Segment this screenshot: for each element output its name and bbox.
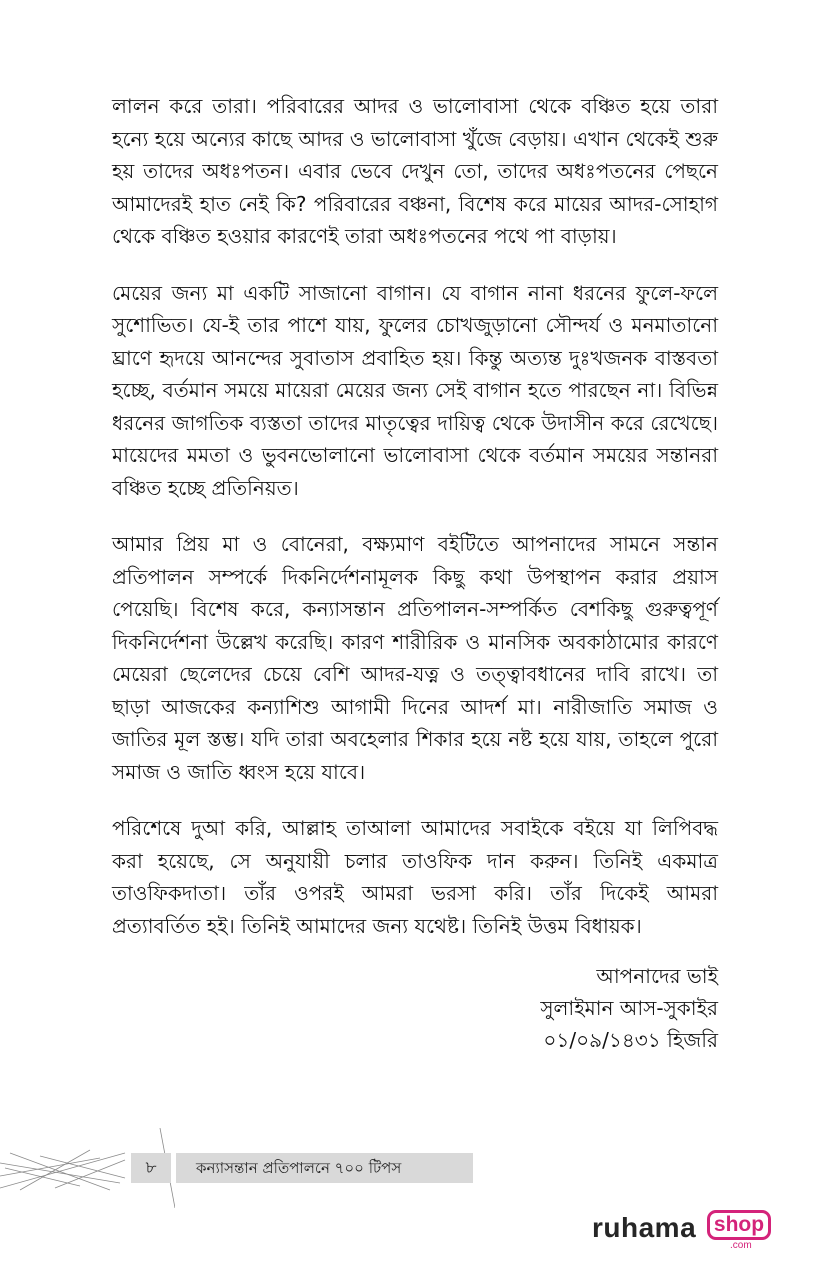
page-number: ৮ — [145, 1158, 157, 1178]
signature-block — [540, 960, 718, 1056]
paragraph-1: লালন করে তারা। পরিবারের আদর ও ভালোবাসা থেকে বঞ্চিত হয়ে তারা হন্যে হয়ে অন্যের কাছে আদর ও ভালোবাসা খুঁজে বেড়ায়। এখান থেকেই শুরু হয় তাদের অধঃপতন। এবার ভেবে দেখুন তো, তাদের অধঃপতনের পেছনে আমাদেরই হাত নেই কি? পরিবারের বঞ্চনা, বিশেষ করে মায়ের আদর-সোহাগ থেকে বঞ্চিত হওয়ার কারণেই তারা অধঃপতনের পথে পা বাড়ায়। — [112, 94, 718, 248]
paragraph-3: আমার প্রিয় মা ও বোনেরা, বক্ষ্যমাণ বইটিতে আপনাদের সামনে সন্তান প্রতিপালন সম্পর্কে দিকনির্দেশনামূলক কিছু কথা উপস্থাপন করার প্রয়াস পেয়েছি। বিশেষ করে, কন্যাসন্তান প্রতিপালন-সম্পর্কিত বেশকিছু গুরুত্বপূর্ণ দিকনির্দেশনা উল্লেখ করেছি। কারণ শারীরিক ও মানসিক অবকাঠামোর কারণে মেয়েরা ছেলেদের চেয়ে বেশি আদর-যত্ন ও তত্ত্বাবধানের দাবি রাখে। তা ছাড়া আজকের কন্যাশিশু আগামী দিনের আদর্শ মা। নারীজাতি সমাজ ও জাতির মূল স্তম্ভ। যদি তারা অবহেলার শিকার হয়ে নষ্ট হয়ে যায়, তাহলে পুরো সমাজ ও জাতি ধ্বংস হয়ে যাবে। — [112, 532, 718, 784]
main-text — [112, 90, 718, 942]
running-title: কন্যাসন্তান প্রতিপালনে ৭০০ টিপস — [196, 1159, 402, 1177]
ruhamashop-logo — [592, 1208, 774, 1252]
logo-text-shop: shop — [707, 1210, 771, 1240]
signature-salutation: আপনাদের ভাই — [596, 964, 718, 988]
signature-date: ০১/০৯/১৪৩১ হিজরি — [543, 1028, 718, 1052]
logo-text-domain: .com — [730, 1240, 752, 1251]
paragraph-2: মেয়ের জন্য মা একটি সাজানো বাগান। যে বাগান নানা ধরনের ফুলে-ফলে সুশোভিত। যে-ই তার পাশে যায়, ফুলের চোখজুড়ানো সৌন্দর্য ও মনমাতানো ঘ্রাণে হৃদয়ে আনন্দের সুবাতাস প্রবাহিত হয়। কিন্তু অত্যন্ত দুঃখজনক বাস্তবতা হচ্ছে, বর্তমান সময়ে মায়েরা মেয়ের জন্য সেই বাগান হতে পারছেন না। বিভিন্ন ধরনের জাগতিক ব্যস্ততা তাদের মাতৃত্বের দায়িত্ব থেকে উদাসীন করে রেখেছে। মায়েদের মমতা ও ভুবনভোলানো ভালোবাসা থেকে বর্তমান সময়ের সন্তানরা বঞ্চিত হচ্ছে প্রতিনিয়ত। — [112, 280, 718, 500]
signature-author: সুলাইমান আস-সুকাইর — [540, 996, 718, 1020]
paragraph-4: পরিশেষে দুআ করি, আল্লাহ তাআলা আমাদের সবাইকে বইয়ে যা লিপিবদ্ধ করা হয়েছে, সে অনুযায়ী চলার তাওফিক দান করুন। তিনিই একমাত্র তাওফিকদাতা। তাঁর ওপরই আমরা ভরসা করি। তাঁর দিকেই আমরা প্রত্যাবর্তিত হই। তিনিই আমাদের জন্য যথেষ্ট। তিনিই উত্তম বিধায়ক। — [112, 816, 718, 938]
logo-text-ruhama: ruhama — [592, 1212, 697, 1243]
